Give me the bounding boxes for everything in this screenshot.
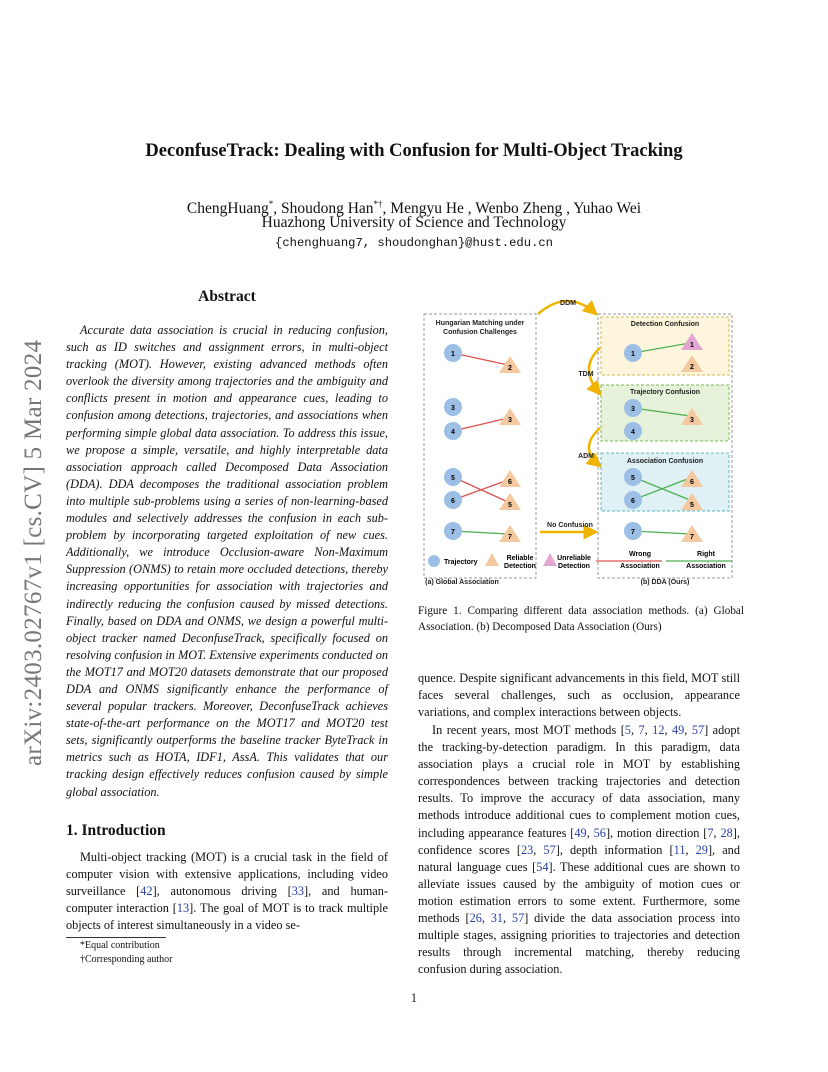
legend-wrong-label: Association: [620, 563, 660, 570]
footnote-rule: [66, 937, 166, 938]
page-number: 1: [410, 991, 418, 1005]
figure-legend: [428, 551, 732, 570]
affiliation: Huazhong University of Science and Technology: [261, 214, 567, 231]
citation-link[interactable]: 11: [673, 842, 686, 857]
left-panel-title: Hungarian Matching under: [435, 320, 525, 327]
citation-link[interactable]: 28: [720, 825, 733, 840]
detection-id: 6: [508, 479, 512, 486]
arxiv-identifier: arXiv:2403.02767v1 [cs.CV] 5 Mar 2024: [20, 339, 47, 766]
author-name: , Shoudong Han: [273, 200, 374, 218]
introduction-heading: 1. Introduction: [66, 822, 166, 839]
author-names: , Mengyu He , Wenbo Zheng , Yuhao Wei: [382, 200, 642, 218]
citation-link[interactable]: 56: [593, 825, 606, 840]
detection-id: 2: [690, 364, 694, 371]
footnote-equal-contribution: *Equal contribution: [80, 940, 160, 951]
trajectory-id: 3: [451, 405, 455, 412]
text-run: ] adopt the tracking-by-detection paradigm. In this paradigm, data association plays a crucial role in MOT by establishing correspondences between tracking trajectories and detection results. To improve the accuracy of data association, many methods introduce additional cues to complement motion cues, including appearance features [: [418, 723, 740, 840]
legend-unreliable-label: Detection: [558, 563, 590, 570]
trajectory-id: 6: [451, 498, 455, 505]
legend-reliable-swatch: [485, 553, 499, 566]
citation-link[interactable]: 31: [490, 911, 504, 926]
detection-id: 3: [690, 417, 694, 424]
author-mark: *†: [373, 199, 383, 209]
abstract-heading: Abstract: [198, 288, 256, 305]
text-run: ,: [586, 825, 594, 840]
figure-1-caption: Figure 1. Comparing different data association methods. (a) Global Association. (b) Decomposed Data Association (Ours): [418, 605, 744, 633]
text-run: ], motion direction [: [605, 825, 708, 840]
text-run: ]. The goal of MOT is to track multiple objects of interest simultaneously in a video se-: [66, 901, 388, 933]
citation-link[interactable]: 13: [176, 901, 190, 916]
text-run: ]. These additional cues are shown to alleviate issues caused by the ambiguity of motion cues or motion estimation errors to some extent. Furthermore, some methods [: [418, 859, 740, 926]
text-run: ,: [503, 911, 512, 926]
text-run: ], autonomous driving [: [152, 884, 292, 899]
text-run: ], and human-computer interaction [: [66, 884, 389, 916]
paper-title: DeconfuseTrack: Dealing with Confusion for Multi-Object Tracking: [145, 141, 683, 161]
detection-id: 7: [508, 534, 512, 541]
citation-link[interactable]: 54: [536, 859, 549, 874]
no-confusion-label: No Confusion: [547, 522, 593, 529]
text-run: ,: [684, 723, 692, 737]
trajectory-id: 7: [451, 529, 455, 536]
citation-link[interactable]: 29: [695, 842, 708, 857]
citation-link[interactable]: 26: [469, 911, 482, 926]
author-email: {chenghuang7, shoudonghan}@hust.edu.cn: [275, 236, 553, 250]
text-run: ] divide the data association process into multiple stages, assigning priorities to trajectories and detection results through incremental matching, thereby reducing confusion during association.: [418, 911, 740, 977]
legend-trajectory-label: Trajectory: [444, 559, 478, 566]
detection-id: 6: [690, 479, 694, 486]
detection-id: 1: [690, 342, 694, 349]
citation-link[interactable]: 5: [624, 723, 631, 737]
trajectory-id: 5: [631, 475, 635, 482]
ddm-label: DDM: [560, 300, 576, 307]
trajectory-id: 5: [451, 475, 455, 482]
trajectory-id: 1: [631, 351, 635, 358]
subfigure-b-label: (b) DDA (Ours): [640, 579, 690, 586]
text-run: Multi-object tracking (MOT) is a crucial task in the field of computer vision with extensive applications, including video surveillance [: [66, 850, 388, 899]
figure-1-diagram: [418, 290, 744, 590]
tdm-label: TDM: [578, 371, 594, 378]
introduction-paragraph: [66, 849, 388, 934]
text-run: ], and natural language cues [: [418, 842, 740, 874]
detection-id: 7: [690, 534, 694, 541]
legend-reliable-label: Reliable: [506, 555, 534, 562]
citation-link[interactable]: 7: [707, 825, 714, 840]
trajectory-id: 3: [631, 406, 635, 413]
left-trajectories: [444, 344, 462, 540]
citation-link[interactable]: 49: [672, 723, 685, 737]
trajectory-id: 6: [631, 498, 635, 505]
text-run: ,: [481, 911, 491, 926]
citation-link[interactable]: 33: [291, 884, 305, 899]
text-run: ,: [644, 723, 653, 737]
trajectory-id: 4: [631, 429, 635, 436]
legend-reliable-label: Detection: [504, 563, 536, 570]
footnotes: [80, 939, 173, 967]
trajectory-confusion-label: Trajectory Confusion: [629, 389, 701, 396]
legend-trajectory-swatch: [428, 555, 440, 567]
detection-id: 5: [690, 502, 694, 509]
citation-link[interactable]: 12: [652, 723, 665, 737]
abstract-text: Accurate data association is crucial in reducing confusion, such as ID switches and assignment errors, in multi-object tracking (MOT). However, existing advanced methods often overlook the diversity among trajectories and the ambiguity and conflicts present in motion and appearance cues, leading to confusion among detections, trajectories, and associations when performing simple global data association. To address this issue, we propose a simple, versatile, and highly interpretable data association approach called Decomposed Data Association (DDA). DDA decomposes the traditional association problem into multiple sub-problems using a series of non-learning-based modules and selectively addresses the confusion in each sub-problem by incorporating targeted exploitation of new cues. Additionally, we introduce Occlusion-aware Non-Maximum Suppression (ONMS) to retain more occluded detections, thereby increasing opportunities for association with trajectories and indirectly reducing the confusion caused by missed detections. Finally, based on DDA and ONMS, we design a powerful multi-object tracker named DeconfuseTrack, specifically focused on resolving confusion in MOT. Extensive experiments conducted on the MOT17 and MOT20 datasets demonstrate that our proposed DDA and ONMS significantly enhance the performance of several popular trackers. Moreover, DeconfuseTrack achieves state-of-the-art performance on the MOT17 and MOT20 test sets, significantly outperforms the baseline tracker ByteTrack in metrics such as HOTA, IDF1, AssA. This validates that our tracking design effectively reduces confusion caused by simple global association.: [66, 323, 388, 799]
detection-confusion-label: Detection Confusion: [630, 321, 700, 328]
citation-link[interactable]: 49: [574, 825, 587, 840]
left-panel-title: Confusion Challenges: [443, 329, 517, 336]
trajectory-id: 7: [631, 529, 635, 536]
text-run: ,: [685, 842, 696, 857]
text-run: ,: [630, 723, 639, 737]
adm-label: ADM: [578, 453, 594, 460]
left-detections: [499, 356, 521, 542]
author-name: ChengHuang: [186, 200, 269, 218]
footnote-corresponding-author: †Corresponding author: [80, 954, 173, 965]
legend-wrong-label: Wrong: [628, 551, 652, 558]
trajectory-id: 4: [451, 429, 455, 436]
citation-link[interactable]: 57: [511, 911, 525, 926]
legend-unreliable-swatch: [543, 553, 557, 566]
text-run: In recent years, most MOT methods [: [432, 723, 625, 737]
text-run: ,: [533, 842, 544, 857]
citation-link[interactable]: 42: [140, 884, 153, 899]
text-run: ,: [713, 825, 721, 840]
author-mark: *: [268, 199, 274, 209]
association-confusion-label: Association Confusion: [626, 458, 704, 465]
intro-paragraph-continued: quence. Despite significant advancements in this field, MOT still faces several challenges, such as occlusion, appearance variations, and complex interactions between objects.: [418, 671, 740, 720]
text-run: ], depth information [: [555, 842, 674, 857]
detection-id: 3: [508, 417, 512, 424]
citation-link[interactable]: 57: [691, 723, 705, 737]
subfigure-a-label: (a) Global Association: [425, 579, 499, 586]
citation-link[interactable]: 23: [520, 842, 534, 857]
detection-id: 5: [508, 502, 512, 509]
text-run: ,: [664, 723, 672, 737]
citation-link[interactable]: 7: [638, 723, 645, 737]
citation-link[interactable]: 57: [543, 842, 556, 857]
legend-right-label: Association: [686, 563, 726, 570]
intro-paragraph-2: [418, 722, 740, 978]
legend-unreliable-label: Unreliable: [557, 555, 591, 562]
diagram-svg: [418, 290, 744, 590]
legend-right-label: Right: [697, 551, 715, 558]
left-panel-box: [424, 314, 536, 578]
trajectory-id: 1: [451, 351, 455, 358]
text-run: ], confidence scores [: [418, 825, 740, 857]
detection-id: 2: [508, 365, 512, 372]
